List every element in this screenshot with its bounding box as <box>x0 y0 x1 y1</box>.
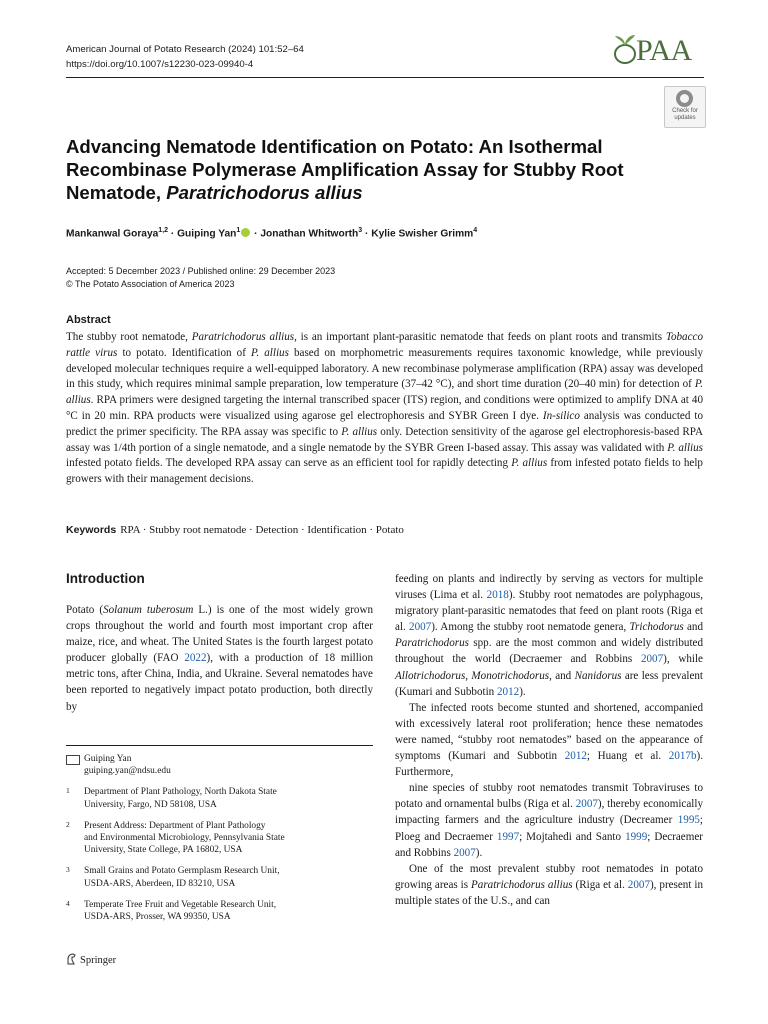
header-rule <box>66 77 704 78</box>
keywords-list: RPA · Stubby root nematode · Detection · Identification · Potato <box>120 524 404 536</box>
affiliation-line: USDA-ARS, Aberdeen, ID 83210, USA <box>84 878 236 889</box>
article-title <box>66 135 656 204</box>
affiliation-number: 2 <box>66 819 70 829</box>
author-list: Mankanwal Goraya$^{1,2}$ · Guiping Yan$^1$ · Jonathan Whitworth$^3$ · Kylie Swisher Grimm$^4$ <box>66 227 478 240</box>
journal-header <box>66 42 304 72</box>
affiliation-line: USDA-ARS, Prosser, WA 99350, USA <box>84 912 231 923</box>
updates-label: updates <box>674 115 696 121</box>
publisher-name: Springer <box>80 955 117 966</box>
citation-link[interactable]: 2018 <box>486 589 509 602</box>
abstract-body: The stubby root nematode, Paratrichodorus allius, is an important plant-parasitic nematode that feeds on plant roots and transmits Tobacco rattle virus to potato. Identification of P. allius based on morphometric measurements requires taxonomic knowledge, while previously developed molecular techniques require a well-equipped laboratory. A new recombinase polymerase amplification (RPA) assay was developed in this study, which requires minimal sample preparation, low temperature (37–42 °C), and short time duration (20–40 min) for detection of P. allius. RPA primers were designed targeting the internal transcribed spacer (ITS) region, and conditions were optimized to amplify DNA at 40 °C in 20 min. RPA products were visualized using agarose gel electrophoresis and SYBR Green I dye. In-silico analysis was conducted to predict the primer specificity. The RPA assay was specific to P. allius only. Detection sensitivity of the agarose gel electrophoresis-based RPA assay was 1/4th portion of a single nematode, and a single nematode by the SYBR Green I-based assay. This assay was validated with P. allius infested potato fields. The developed RPA assay can serve as an efficient tool for rapidly detecting P. allius from infested potato fields to help growers with their management decisions. <box>66 331 704 486</box>
author-affiliation: 1,2 <box>158 227 169 234</box>
corresponding-email[interactable]: guiping.yan@ndsu.edu <box>84 766 171 777</box>
check-label: Check for <box>672 108 698 114</box>
citation-link[interactable]: 1995 <box>677 814 700 827</box>
keywords-label: Keywords <box>66 524 117 536</box>
copyright-notice: © The Potato Association of America 2023 <box>66 279 235 289</box>
affiliation-4 <box>66 899 373 923</box>
potato-plant-icon <box>612 32 638 66</box>
affiliation-line: and Environmental Microbiology, Pennsylvania State <box>84 833 285 844</box>
citation-link[interactable]: 1999 <box>625 830 648 843</box>
affiliation-line: University, Fargo, ND 58108, USA <box>84 799 217 810</box>
affiliation-2 <box>66 820 373 857</box>
affiliation-number: 3 <box>66 865 70 875</box>
citation-link[interactable]: 2007 <box>409 621 432 634</box>
citation-link[interactable]: 1997 <box>496 830 520 843</box>
doi-link[interactable]: https://doi.org/10.1007/s12230-023-09940-4 <box>66 59 254 70</box>
author-affiliation: 1 <box>236 227 241 234</box>
update-icon <box>676 90 693 107</box>
springer-horse-icon <box>66 953 77 965</box>
intro-paragraph-continued: feeding on plants and indirectly by serving as vectors for multiple viruses (Lima et al. 2018). Stubby root nematodes are polyphagous, migratory plant-parasitic nematodes that feed on plant roots (Riga et al. 2007). Among the stubby root nematode genera, Trichodorus and Paratrichodorus spp. are the most common and widely distributed throughout the world (Decraemer and Robbins 2007), while Allotrichodorus, Monotrichodorus, and Nanidorus are less prevalent (Kumari and Subbotin 2012). <box>395 573 704 698</box>
intro-paragraph-3: nine species of stubby root nematodes transmit Tobraviruses to potato and ornamental bulbs (Riga et al. 2007), thereby economically impacting farmers and the agriculture industry (Decreamer 1995; Ploeg and Decraemer 1997; Mojtahedi and Santo 1999; Decraemer and Robbins 2007). <box>395 782 703 859</box>
affiliation-line: Small Grains and Potato Germplasm Research Unit, <box>84 866 280 877</box>
citation-link[interactable]: 2022 <box>184 652 207 665</box>
author-affiliation: 3 <box>358 227 363 234</box>
affiliation-number: 4 <box>66 898 70 908</box>
accepted-published-dates: Accepted: 5 December 2023 / Published online: 29 December 2023 <box>66 266 336 276</box>
envelope-icon <box>66 755 80 765</box>
author-name[interactable]: Guiping Yan <box>177 228 237 240</box>
title-prefix: Nematode, <box>66 182 167 203</box>
affiliation-3 <box>66 865 373 889</box>
affiliation-line: Department of Plant Pathology, North Dakota State <box>84 787 277 798</box>
citation-link[interactable]: 2017b <box>668 750 697 763</box>
intro-paragraph-1: Potato (Solanum tuberosum L.) is one of the most widely grown crops throughout the world and fourth most important crop after maize, rice, and wheat. The United States is the fourth largest potato producer globally (FAO 2022), with a production of 18 million metric tons, after China, India, and Ukraine. Several nematodes have been reported to negatively impact potato production, both directly by <box>66 604 374 713</box>
logo-text: PAA <box>636 34 692 67</box>
affiliation-line: Temperate Tree Fruit and Vegetable Research Unit, <box>84 899 277 910</box>
title-line-2: Recombinase Polymerase Amplification Assay for Stubby Root <box>66 159 624 180</box>
affiliation-number: 1 <box>66 786 70 796</box>
citation-link[interactable]: 2007 <box>627 878 650 891</box>
keywords <box>66 524 404 536</box>
corresponding-name: Guiping Yan <box>84 754 132 764</box>
title-line-3 <box>66 181 656 204</box>
title-line-1: Advancing Nematode Identification on Potato: An Isothermal <box>66 136 603 157</box>
corresponding-author <box>66 753 373 777</box>
affiliation-line: Present Address: Department of Plant Pathology <box>84 820 266 831</box>
author-name[interactable]: Mankanwal Goraya <box>66 228 159 240</box>
footnotes <box>66 753 373 932</box>
publication-dates <box>66 265 335 291</box>
abstract-heading: Abstract <box>66 314 111 326</box>
citation-link[interactable]: 2007 <box>453 846 476 859</box>
title-species: Paratrichodorus allius <box>166 182 363 203</box>
journal-citation: American Journal of Potato Research (2024) 101:52–64 <box>66 44 304 55</box>
author-name[interactable]: Jonathan Whitworth <box>260 228 359 240</box>
publisher-footer <box>66 953 116 966</box>
author-affiliation: 4 <box>473 227 478 234</box>
footnote-rule <box>66 745 373 746</box>
citation-link[interactable]: 2007 <box>640 653 664 666</box>
orcid-icon[interactable] <box>241 228 250 237</box>
right-column-text <box>395 571 703 909</box>
citation-link[interactable]: 2007 <box>575 798 598 811</box>
author-name[interactable]: Kylie Swisher Grimm <box>371 228 474 240</box>
affiliation-1 <box>66 786 373 810</box>
introduction-heading: Introduction <box>66 571 145 586</box>
citation-link[interactable]: 2012 <box>497 685 520 698</box>
check-for-updates-badge[interactable] <box>664 86 706 128</box>
paa-logo <box>612 30 704 70</box>
intro-paragraph-4: One of the most prevalent stubby root nematodes in potato growing areas is Paratrichodorus allius (Riga et al. 2007), present in multiple states of the U.S., and can <box>395 862 704 907</box>
intro-paragraph-2: The infected roots become stunted and shortened, accompanied with excessively lateral root proliferation; hence these nematodes were named, “stubby root nematodes” based on the appearance of symptoms (Kumari and Subbotin 2012; Huang et al. 2017b). Furthermore, <box>395 701 703 779</box>
left-column-text <box>66 602 373 715</box>
affiliation-line: University, State College, PA 16802, USA <box>84 845 243 856</box>
citation-link[interactable]: 2012 <box>564 750 587 763</box>
